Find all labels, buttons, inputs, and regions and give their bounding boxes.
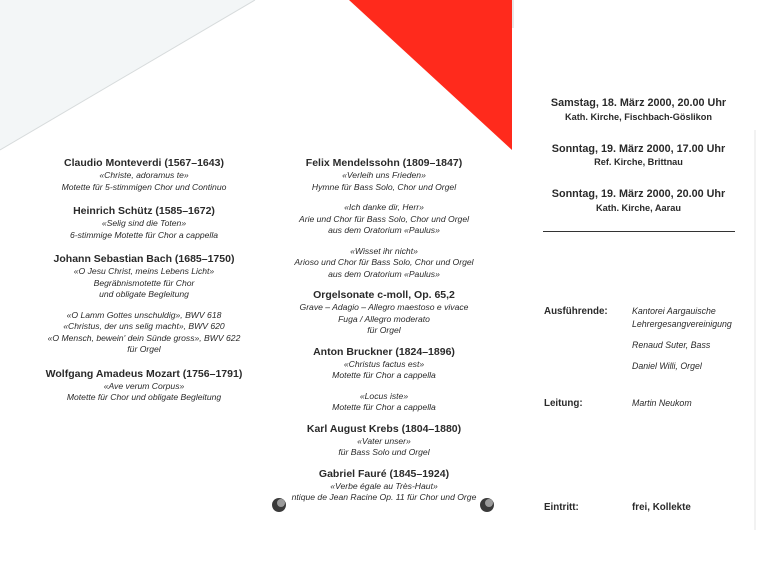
work-line: 6-stimmige Motette für Chor a cappella [69,229,219,240]
work-line: «Selig sind die Toten» [101,218,187,228]
work-line: Motette für Chor a cappella [332,402,436,412]
concert-dates [530,97,747,215]
direction-value: Martin Neukom [632,398,692,408]
work-line: «O Jesu Christ, meins Lebens Licht» [73,266,215,276]
work-line: «Locus iste» [359,390,409,401]
work-line: «Ave verum Corpus» [103,380,185,391]
direction-label: Leitung: [544,398,583,409]
concert-date: Sonntag, 19. März 2000, 17.00 Uhr [551,142,726,155]
program-middle-column [272,157,496,504]
concert-place: Ref. Kirche, Brittnau [594,157,683,167]
work-line: für Orgel [367,325,401,335]
work-line: Arioso und Chor für Bass Solo, Chor und Orgel [294,257,474,267]
composer-title: Gabriel Fauré (1845–1924) [318,467,450,480]
performer: Daniel Willi, Orgel [632,361,702,371]
divider-line [543,231,735,232]
work-line: Arie und Chor für Bass Solo, Chor und Orgel [298,213,470,224]
work-line: für Bass Solo und Orgel [338,447,430,457]
work-line: «Verleih uns Frieden» [342,170,426,180]
performer: Renaud Suter, Bass [632,340,711,350]
work-title: Orgelsonate c-moll, Op. 65,2 [313,289,455,301]
work-line: und obligate Begleitung [99,289,189,299]
performers-list [632,305,732,373]
work-line: «Ich danke dir, Herr» [344,202,424,212]
composer-title: Felix Mendelssohn (1809–1847) [305,157,463,169]
composer-title: Anton Bruckner (1824–1896) [313,345,455,358]
work-line: ntique de Jean Racine Op. 11 für Chor und Orge [291,492,477,502]
composer-title: Johann Sebastian Bach (1685–1750) [53,253,235,265]
work-line: «O Mensch, bewein' dein Sünde gross», BWV 622 [47,332,241,343]
composer-title: Karl August Krebs (1804–1880) [306,422,462,435]
work-line: aus dem Oratorium «Paulus» [328,225,440,235]
performer: Kantorei Aargauische [632,306,716,316]
concert-place: Kath. Kirche, Fischbach-Göslikon [564,111,713,122]
composer-title: Wolfgang Amadeus Mozart (1756–1791) [45,367,243,380]
work-line: Fuga / Allegro moderato [338,313,430,324]
concert-date: Samstag, 18. März 2000, 20.00 Uhr [550,97,727,109]
work-line: «O Lamm Gottes unschuldig», BWV 618 [66,309,222,320]
work-line: Motette für Chor und obligate Begleitung [66,392,222,402]
concert-date: Sonntag, 19. März 2000, 20.00 Uhr [551,188,726,200]
work-line: «Christe, adoramus te» [99,170,189,180]
work-line: «Christus factus est» [343,358,425,369]
program-left-column [30,157,258,404]
work-line: «Wisset ihr nicht» [350,245,418,256]
work-line: «Verbe égale au Très-Haut» [330,480,438,491]
work-line: für Orgel [127,344,161,354]
work-line: Motette für Chor a cappella [332,370,436,380]
work-line: Grave – Adagio – Allegro maestoso e vivace [299,302,469,312]
work-line: «Vater unser» [357,435,411,446]
entry-value: frei, Kollekte [632,502,691,513]
composer-title: Claudio Monteverdi (1567–1643) [64,157,224,169]
performer: Lehrergesangvereinigung [632,319,732,329]
work-line: aus dem Oratorium «Paulus» [328,268,440,279]
entry-label: Eintritt: [544,502,579,513]
work-line: Hymne für Bass Solo, Chor und Orgel [311,181,457,192]
work-line: Begräbnismotette für Chor [93,277,195,288]
work-line: Motette für 5-stimmigen Chor und Continuo [61,181,227,192]
work-line: «Christus, der uns selig macht», BWV 620 [63,321,225,331]
performers-label: Ausführende: [544,306,608,317]
concert-place: Kath. Kirche, Aarau [596,202,681,213]
composer-title: Heinrich Schütz (1585–1672) [73,205,215,217]
